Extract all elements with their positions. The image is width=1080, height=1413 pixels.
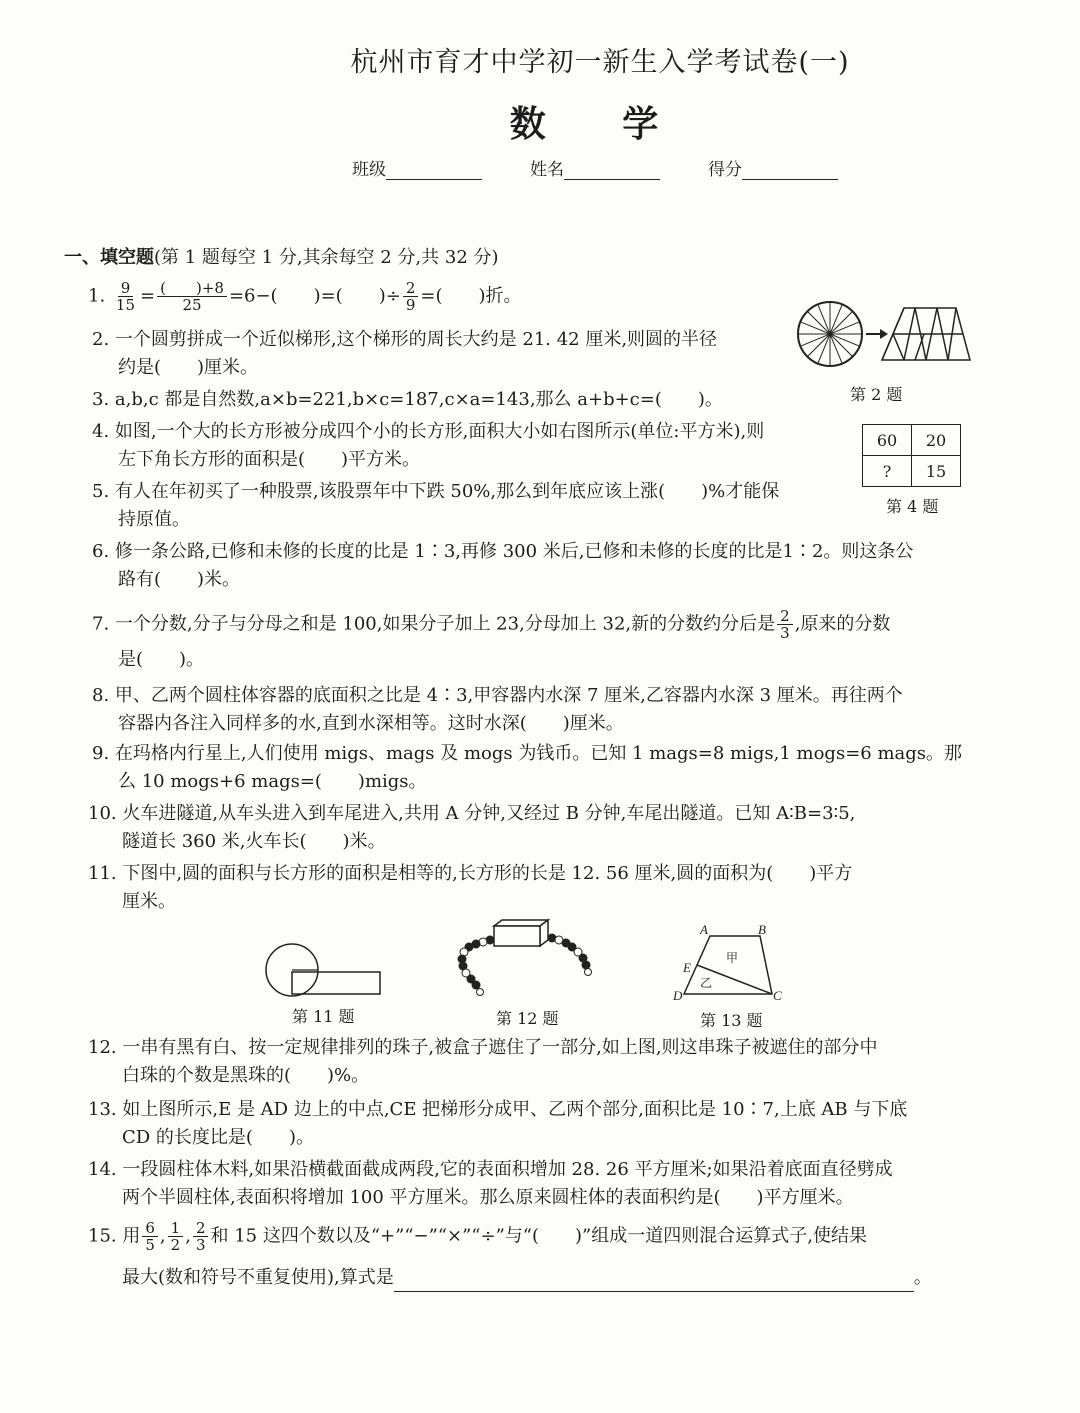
question-8 [92, 682, 903, 738]
q15-number: 15. [88, 1225, 117, 1247]
q3-number: 3. [92, 389, 110, 410]
question-4 [92, 418, 764, 474]
q11-line-1: 下图中,圆的面积与长方形的面积是相等的,长方形的长是 12. 56 厘米,圆的面积为( )平方 [122, 863, 853, 884]
section-label: 一、填空题 [64, 247, 154, 268]
q14-number: 14. [88, 1159, 117, 1180]
q1-f1-denominator: 15 [115, 296, 136, 314]
q15-fraction-3 [193, 1220, 209, 1253]
q14-line-1: 一段圆柱体木料,如果沿横截面截成两段,它的表面积增加 28. 26 平方厘米;如果沿着底面直径劈成 [122, 1159, 893, 1180]
q1-fraction-1 [113, 280, 138, 313]
question-15 [88, 1220, 867, 1253]
name-label: 姓名 [530, 160, 564, 180]
question-9 [92, 740, 962, 796]
question-11 [88, 860, 852, 916]
q8-line-1: 甲、乙两个圆柱体容器的底面积之比是 4∶3,甲容器内水深 7 厘米,乙容器内水深 3 厘米。再往两个 [114, 685, 903, 706]
q1-equals: = [140, 285, 156, 307]
q15-f2-denominator: 2 [170, 1236, 181, 1254]
q1-middle: =6−( )=( )÷ [228, 285, 401, 307]
q15-line-2-text: 最大(数和符号不重复使用),算式是 [122, 1267, 394, 1288]
box-icon [494, 920, 548, 946]
q1-f3-denominator: 9 [405, 296, 416, 314]
vertex-a-label: A [700, 922, 708, 937]
q1-number: 1. [88, 285, 106, 307]
figure-11-circle-rectangle [264, 940, 388, 1000]
figure-4-area-grid [862, 424, 961, 487]
q5-line-1: 有人在年初买了一种股票,该股票年中下跌 50%,那么到年底应该上涨( )%才能保 [114, 481, 780, 502]
q3-line-1: a,b,c 都是自然数,a×b=221,b×c=187,c×a=143,那么 a+b+c=( )。 [114, 389, 723, 410]
question-14 [88, 1156, 893, 1212]
q12-number: 12. [88, 1037, 117, 1058]
sectored-circle-icon [798, 302, 862, 366]
q2-line-1: 一个圆剪拼成一个近似梯形,这个梯形的周长大约是 21. 42 厘米,则圆的半径 [114, 329, 718, 350]
class-label: 班级 [352, 160, 386, 180]
exam-title: 杭州市育才中学初一新生入学考试卷(一) [350, 47, 850, 78]
q4-number: 4. [92, 421, 110, 442]
question-7 [92, 608, 890, 641]
class-blank[interactable] [386, 161, 482, 180]
q7-numerator: 2 [777, 608, 793, 625]
region-yi-label: 乙 [700, 976, 713, 990]
grid-cell-top-left: 60 [863, 425, 912, 456]
q15-answer-blank[interactable] [394, 1271, 914, 1292]
q8-number: 8. [92, 685, 110, 706]
question-12 [88, 1034, 878, 1090]
q14-line-2: 两个半圆柱体,表面积将增加 100 平方厘米。那么原来圆柱体的表面积约是( )平方厘米。 [122, 1187, 854, 1208]
q8-line-2: 容器内各注入同样多的水,直到水深相等。这时水深( )厘米。 [118, 713, 624, 734]
q9-line-2: 么 10 mogs+6 mags=( )migs。 [118, 771, 427, 792]
figure-13-caption: 第 13 题 [700, 1011, 763, 1030]
q1-tail: =( )折。 [420, 285, 522, 307]
grid-cell-bottom-right: 15 [912, 456, 961, 487]
q9-number: 9. [92, 743, 110, 764]
q10-line-2: 隧道长 360 米,火车长( )米。 [122, 831, 386, 852]
question-10 [88, 800, 855, 856]
q10-line-1: 火车进隧道,从车头进入到车尾进入,共用 A 分钟,又经过 B 分钟,车尾出隧道。已知 A∶B=3∶5, [122, 803, 856, 824]
q15-f3-denominator: 3 [195, 1236, 206, 1254]
q15-pre: 用 [122, 1225, 141, 1247]
q13-line-2: CD 的长度比是( )。 [122, 1127, 314, 1148]
q15-line-2 [122, 1264, 932, 1292]
q7-number: 7. [92, 613, 110, 635]
q15-f1-numerator: 6 [142, 1220, 158, 1237]
q5-line-2: 持原值。 [118, 509, 190, 530]
q15-sep-1: , [159, 1225, 166, 1247]
q13-number: 13. [88, 1099, 117, 1120]
q15-rest: 和 15 这四个数以及“+”“−”“×”“÷”与“( )”组成一道四则混合运算式子,使结果 [210, 1225, 867, 1247]
score-blank[interactable] [742, 161, 838, 180]
q11-number: 11. [88, 863, 117, 884]
q2-number: 2. [92, 329, 110, 350]
q10-number: 10. [88, 803, 117, 824]
q15-fraction-2 [168, 1220, 184, 1253]
class-field [352, 155, 482, 180]
q7-line-1b: ,原来的分数 [794, 613, 891, 635]
figure-2-circle-to-trapezoid [796, 298, 976, 370]
q2-line-2: 约是( )厘米。 [118, 357, 259, 378]
question-5 [92, 478, 779, 534]
q1-f2-numerator: ( )+8 [157, 280, 227, 297]
name-field [530, 155, 660, 180]
q11-line-2: 厘米。 [122, 891, 176, 912]
arrow-right-icon [866, 329, 888, 339]
q1-fraction-3 [403, 280, 419, 313]
point-e-label: E [683, 960, 691, 975]
q13-line-1: 如上图所示,E 是 AD 边上的中点,CE 把梯形分成甲、乙两个部分,面积比是 10∶7,上底 AB 与下底 [122, 1099, 908, 1120]
q6-number: 6. [92, 541, 110, 562]
q12-line-1: 一串有黑有白、按一定规律排列的珠子,被盒子遮住了一部分,如上图,则这串珠子被遮住的部分中 [122, 1037, 878, 1058]
question-2 [92, 326, 717, 382]
vertex-d-label: D [673, 988, 683, 1003]
q4-line-2: 左下角长方形的面积是( )平方米。 [118, 449, 421, 470]
section-note: (第 1 题每空 1 分,其余每空 2 分,共 32 分) [154, 247, 499, 268]
question-1 [88, 280, 522, 313]
q15-end: 。 [913, 1267, 932, 1288]
q15-fraction-1 [142, 1220, 158, 1253]
q7-line-2: 是( )。 [118, 649, 205, 670]
q7-denominator: 3 [780, 624, 790, 642]
q1-f2-denominator: 25 [182, 296, 202, 314]
q1-f1-numerator: 9 [118, 280, 134, 297]
subject-title: 数 学 [509, 103, 691, 145]
figure-12-caption: 第 12 题 [496, 1009, 559, 1028]
trapezoid-triangles-icon [882, 308, 970, 360]
question-13 [88, 1096, 907, 1152]
grid-cell-bottom-left: ? [863, 456, 912, 487]
figure-11-caption: 第 11 题 [292, 1007, 355, 1026]
vertex-c-label: C [773, 988, 782, 1003]
figure-13-trapezoid [670, 920, 790, 1004]
figure-2-caption: 第 2 题 [850, 385, 903, 404]
region-jia-label: 甲 [726, 951, 739, 965]
q15-f1-denominator: 5 [145, 1236, 155, 1254]
q12-line-2: 白珠的个数是黑珠的( )%。 [122, 1065, 370, 1086]
q6-line-2: 路有( )米。 [118, 569, 241, 590]
q7-line-1a: 一个分数,分子与分母之和是 100,如果分子加上 23,分母加上 32,新的分数约分后是 [114, 613, 776, 635]
q7-fraction [777, 608, 793, 641]
q9-line-1: 在玛格内行星上,人们使用 migs、mags 及 mogs 为钱币。已知 1 mags=8 migs,1 mogs=6 mags。那 [114, 743, 963, 764]
q5-number: 5. [92, 481, 110, 502]
q15-f3-numerator: 2 [193, 1220, 209, 1237]
name-blank[interactable] [564, 161, 660, 180]
score-label: 得分 [708, 160, 742, 180]
question-6 [92, 538, 913, 594]
rectangle-shape-icon [292, 972, 380, 994]
section-heading [64, 243, 499, 269]
figure-12-beads-box [452, 916, 602, 998]
vertex-b-label: B [758, 922, 766, 937]
figure-4-caption: 第 4 题 [886, 497, 939, 516]
q6-line-1: 修一条公路,已修和未修的长度的比是 1∶3,再修 300 米后,已修和未修的长度的比是1∶2。则这条公 [114, 541, 914, 562]
q15-sep-2: , [185, 1225, 191, 1247]
q15-f2-numerator: 1 [168, 1220, 184, 1237]
grid-cell-top-right: 20 [912, 425, 961, 456]
question-3 [92, 386, 723, 414]
q1-fraction-2 [157, 280, 227, 313]
q1-f3-numerator: 2 [403, 280, 419, 297]
q4-line-1: 如图,一个大的长方形被分成四个小的长方形,面积大小如右图所示(单位:平方米),则 [114, 421, 765, 442]
score-field [708, 155, 838, 180]
